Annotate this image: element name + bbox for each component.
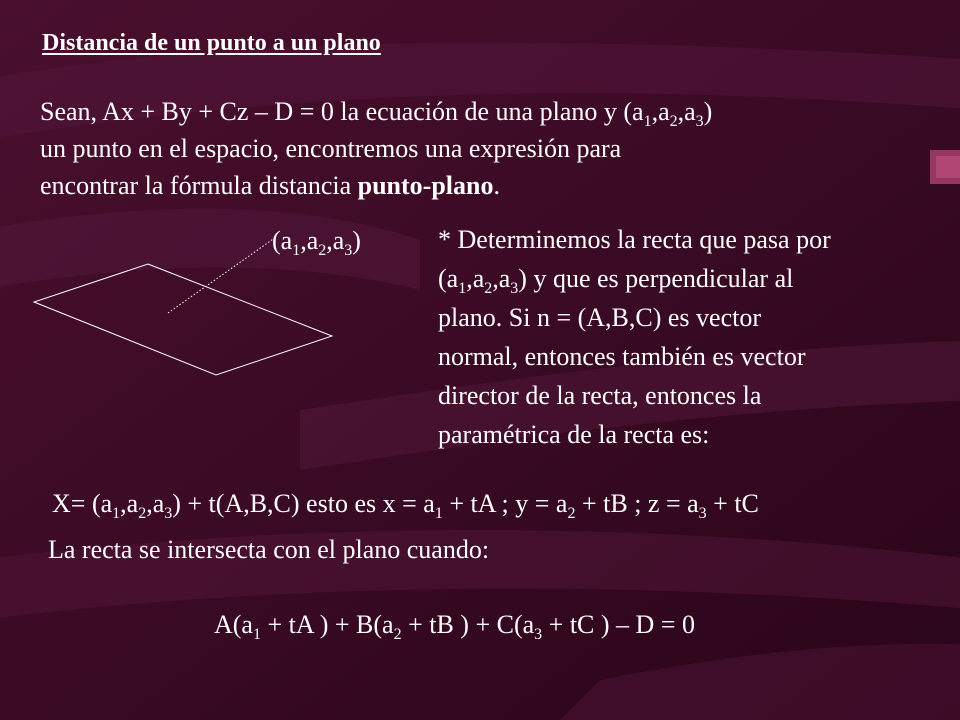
explanation-line-1: * Determinemos la recta que pasa por <box>438 225 831 254</box>
explanation-text: ,a <box>492 264 511 293</box>
subscript: 1 <box>252 626 261 643</box>
point-text: ,a <box>300 226 319 255</box>
equation-text: + tC <box>706 489 759 518</box>
point-label <box>272 226 361 259</box>
subscript: 2 <box>138 505 147 522</box>
subscript: 3 <box>510 280 519 297</box>
subscript: 2 <box>393 626 402 643</box>
intro-text: ,a <box>651 97 670 126</box>
subscript: 1 <box>643 113 652 130</box>
intro-text: ) <box>703 97 713 126</box>
slide-title: Distancia de un punto a un plano <box>42 30 381 56</box>
equation-text: + tA ) + B(a <box>260 610 394 639</box>
intro-bold-text: punto-plano <box>357 171 494 200</box>
intro-text: Sean, Ax + By + Cz – D = 0 la ecuación de una plano y (a <box>40 97 644 126</box>
point-text: ) <box>352 226 361 255</box>
subscript: 3 <box>344 242 353 259</box>
parametric-equation <box>52 489 759 522</box>
explanation-line-3: plano. Si n = (A,B,C) es vector <box>438 303 762 332</box>
explanation-text: ) y que es perpendicular al <box>518 264 794 293</box>
point-to-plane-line <box>168 237 276 313</box>
subscript: 3 <box>164 505 173 522</box>
subscript: 3 <box>534 626 543 643</box>
equation-text: ) + t(A,B,C) esto es x = a <box>172 489 435 518</box>
point-text: ,a <box>326 226 345 255</box>
equation-text: ,a <box>146 489 165 518</box>
subscript: 1 <box>458 280 467 297</box>
subscript: 3 <box>698 505 707 522</box>
explanation-text: ,a <box>466 264 485 293</box>
subscript: 1 <box>434 505 443 522</box>
intro-text: . <box>493 171 500 200</box>
intro-text: encontrar la fórmula distancia <box>40 171 358 200</box>
subscript: 2 <box>318 242 327 259</box>
intro-text: ,a <box>677 97 696 126</box>
subscript: 2 <box>669 113 678 130</box>
intersection-statement: La recta se intersecta con el plano cuando: <box>48 535 490 564</box>
subscript: 2 <box>567 505 576 522</box>
explanation-paragraph <box>438 220 938 454</box>
explanation-line-6: paramétrica de la recta es: <box>438 420 710 449</box>
equation-text: X= (a <box>52 489 113 518</box>
plane-shape <box>34 264 332 375</box>
equation-text: A(a <box>214 610 253 639</box>
explanation-text: (a <box>438 264 459 293</box>
subscript: 1 <box>292 242 301 259</box>
equation-text: + tA ; y = a <box>442 489 568 518</box>
subscript: 3 <box>695 113 704 130</box>
intersection-equation <box>214 610 695 643</box>
intro-line-2: un punto en el espacio, encontremos una expresión para <box>40 134 622 163</box>
explanation-line-4: normal, entonces también es vector <box>438 342 806 371</box>
point-text: (a <box>272 226 293 255</box>
equation-text: ,a <box>120 489 139 518</box>
explanation-line-2 <box>438 259 938 298</box>
explanation-line-5: director de la recta, entonces la <box>438 381 762 410</box>
subscript: 1 <box>112 505 121 522</box>
subscript: 2 <box>484 280 493 297</box>
equation-text: + tC ) – D = 0 <box>542 610 695 639</box>
equation-text: + tB ) + C(a <box>401 610 535 639</box>
equation-text: + tB ; z = a <box>575 489 699 518</box>
